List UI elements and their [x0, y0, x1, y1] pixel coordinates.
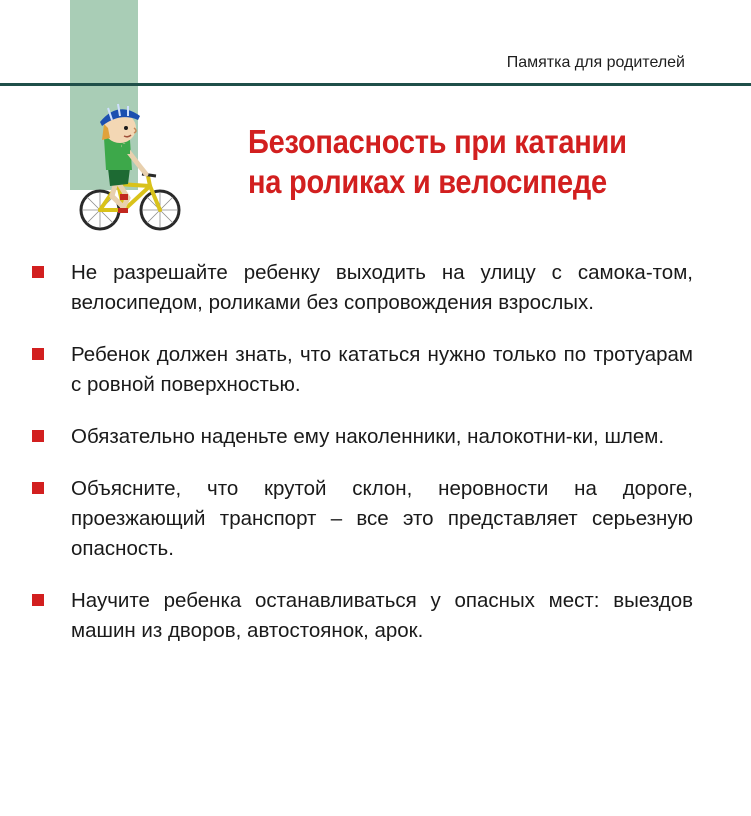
- red-square-bullet-icon: [32, 430, 44, 442]
- title-line-1: Безопасность при катании: [248, 123, 627, 160]
- rule-text: Объясните, что крутой склон, неровности на дороге, проезжающий транспорт – все это представляет серьезную опасность.: [71, 477, 693, 560]
- rule-item: [28, 340, 693, 400]
- rule-item: [28, 258, 693, 318]
- page-title: [248, 122, 627, 202]
- rule-text: Ребенок должен знать, что кататься нужно только по тротуарам с ровной поверхностью.: [71, 343, 693, 396]
- title-line-2: на роликах и велосипеде: [248, 163, 607, 200]
- red-square-bullet-icon: [32, 482, 44, 494]
- red-square-bullet-icon: [32, 348, 44, 360]
- rule-text: Обязательно наденьте ему наколенники, налокотни-ки, шлем.: [71, 425, 665, 448]
- rule-item: [28, 586, 693, 646]
- rule-text: Не разрешайте ребенку выходить на улицу с самока-том, велосипедом, роликами без сопровождения взрослых.: [71, 261, 693, 314]
- rule-item: [28, 422, 693, 452]
- safety-rules-list: [28, 258, 693, 668]
- red-square-bullet-icon: [32, 266, 44, 278]
- child-cyclist-illustration: [78, 98, 188, 238]
- rule-text: Научите ребенка останавливаться у опасных мест: выездов машин из дворов, автостоянок, арок.: [71, 589, 693, 642]
- rule-item: [28, 474, 693, 564]
- header-divider: [0, 83, 751, 86]
- red-square-bullet-icon: [32, 594, 44, 606]
- page-header-label: Памятка для родителей: [506, 54, 685, 71]
